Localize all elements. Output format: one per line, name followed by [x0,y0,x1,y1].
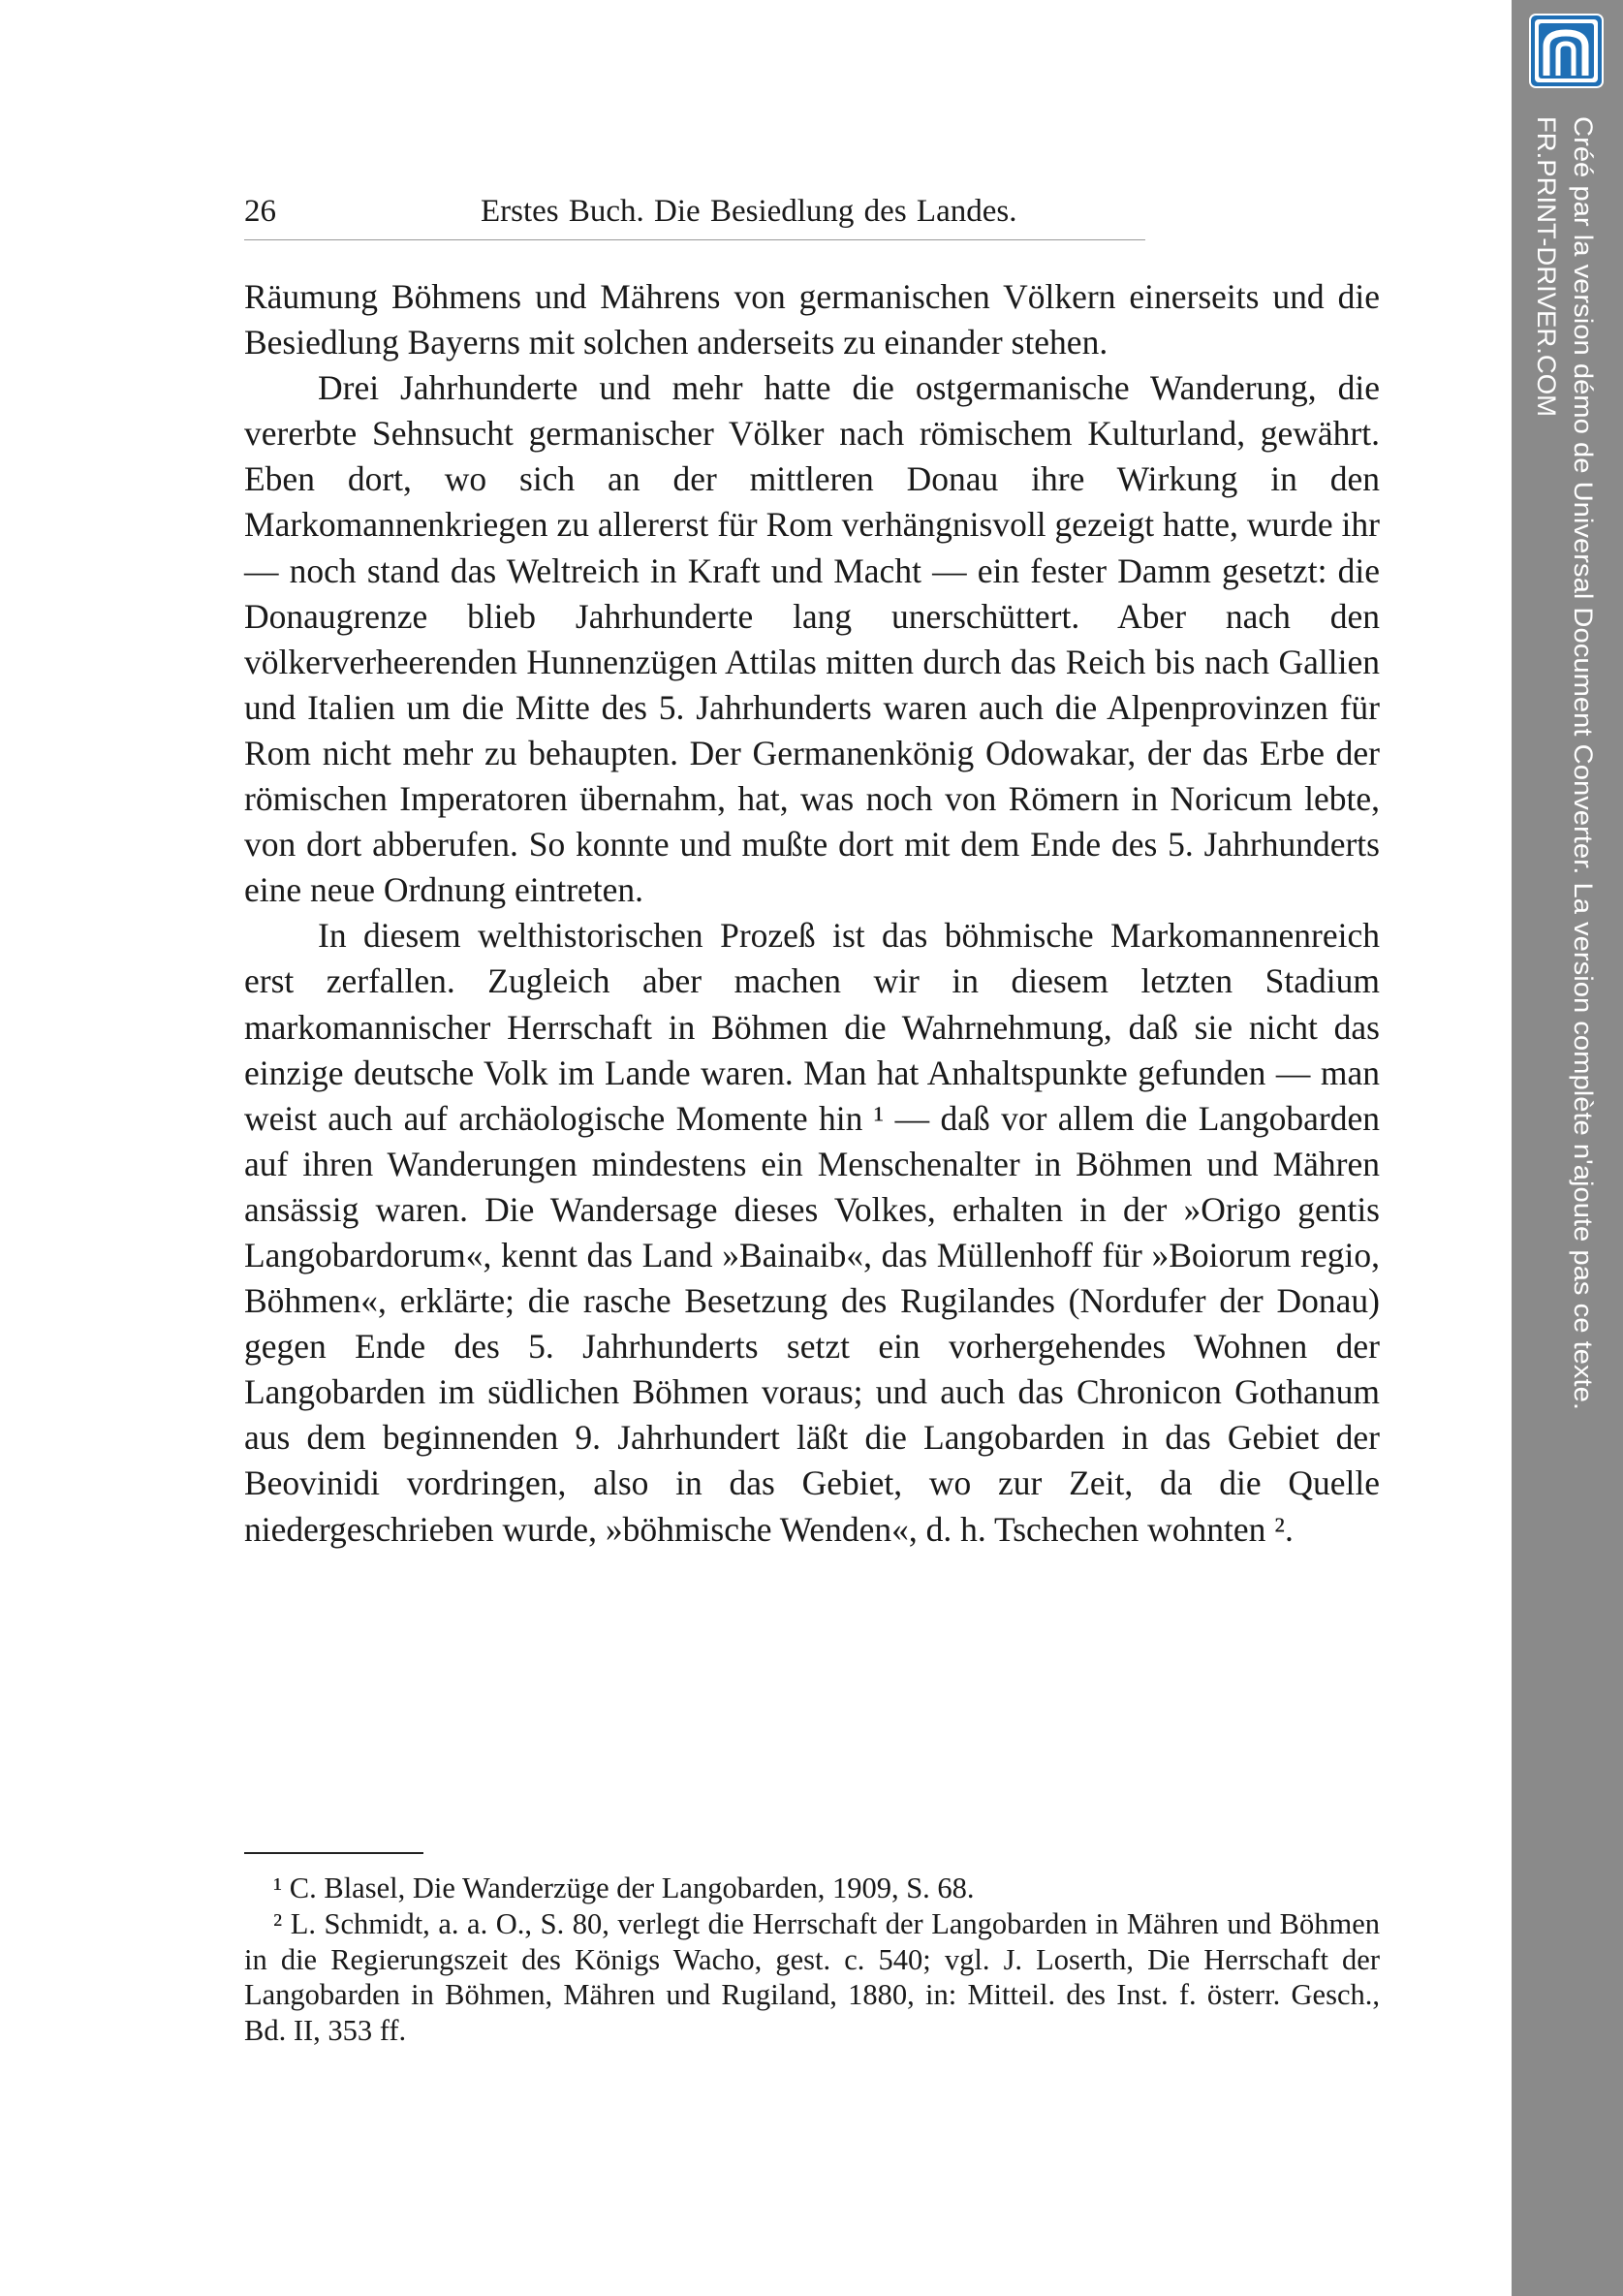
paragraph: Räumung Böhmens und Mährens von germanischen Völkern einerseits und die Besiedlung Bayerns mit solchen anderseits zu einander stehen. [244,277,1380,362]
footnote: ¹ C. Blasel, Die Wanderzüge der Langobarden, 1909, S. 68. [273,1871,975,1904]
running-title: Erstes Buch. Die Besiedlung des Landes. [481,194,1017,229]
header-rule [244,239,1145,240]
footnotes [244,1871,1380,2049]
footnote: ² L. Schmidt, a. a. O., S. 80, verlegt die Herrschaft der Langobarden in Mähren und Böhmen in die Regierungszeit des Königs Wacho, gest. c. 540; vgl. J. Loserth, Die Herrschaft der Langobarden in Böhmen, Mähren und Rugiland, 1880, in: Mitteil. des Inst. f. österr. Gesch., Bd. II, 353 ff. [244,1906,1380,2048]
body-text [244,274,1380,1553]
universal-document-converter-logo-icon [1529,14,1604,88]
page-number: 26 [244,194,276,229]
paragraph: Drei Jahrhunderte und mehr hatte die ostgermanische Wanderung, die vererbte Sehnsucht germanischer Völker nach römischem Kulturland, gewährt. Eben dort, wo sich an der mittleren Donau ihre Wirkung in den Markomannenkriegen zu allererst für Rom verhängnisvoll gezeigt hatte, wurde ihr — noch stand das Weltreich in Kraft und Macht — ein fester Damm gesetzt: die Donaugrenze blieb Jahrhunderte lang unerschüttert. Aber nach den völkerverheerenden Hunnenzügen Attilas mitten durch das Reich bis nach Gallien und Italien um die Mitte des 5. Jahrhunderts waren auch die Alpenprovinzen für Rom nicht mehr zu behaupten. Der Germanenkönig Odowakar, der das Erbe der römischen Imperatoren übernahm, hat, was noch von Römern in Noricum lebte, von dort abberufen. So konnte und mußte dort mit dem Ende des 5. Jahrhunderts eine neue Ordnung eintreten. [244,368,1380,910]
watermark-text [1528,116,1606,1415]
watermark-line-2: FR.PRINT-DRIVER.COM [1532,116,1561,412]
paragraph: In diesem welthistorischen Prozeß ist das böhmische Markomannenreich erst zerfallen. Zugleich aber machen wir in diesem letzten Stadium markomannischer Herrschaft in Böhmen die Wahrnehmung, daß sie nicht das einzige deutsche Volk im Lande waren. Man hat Anhaltspunkte gefunden — man weist auch auf archäologische Momente hin ¹ — daß vor allem die Langobarden auf ihren Wanderungen mindestens ein Menschenalter in Böhmen und Mähren ansässig waren. Die Wandersage dieses Volkes, erhalten in der »Origo gentis Langobardorum«, kennt das Land »Bainaib«, das Müllenhoff für »Boiorum regio, Böhmen«, erklärte; die rasche Besetzung des Rugilandes (Nordufer der Donau) gegen Ende des 5. Jahrhunderts setzt ein vorhergehendes Wohnen der Langobarden im südlichen Böhmen voraus; und auch das Chronicon Gothanum aus dem beginnenden 9. Jahrhundert läßt die Langobarden in das Gebiet der Beovinidi vordringen, also in das Gebiet, wo zur Zeit, da die Quelle niedergeschrieben wurde, »böhmische Wenden«, d. h. Tschechen wohnten ². [244,916,1380,1549]
watermark-line-1: Créé par la version démo de Universal Document Converter. La version complète n'ajoute pas ce texte. [1569,116,1598,1313]
page-header [244,194,1380,233]
footnote-rule [244,1852,423,1854]
